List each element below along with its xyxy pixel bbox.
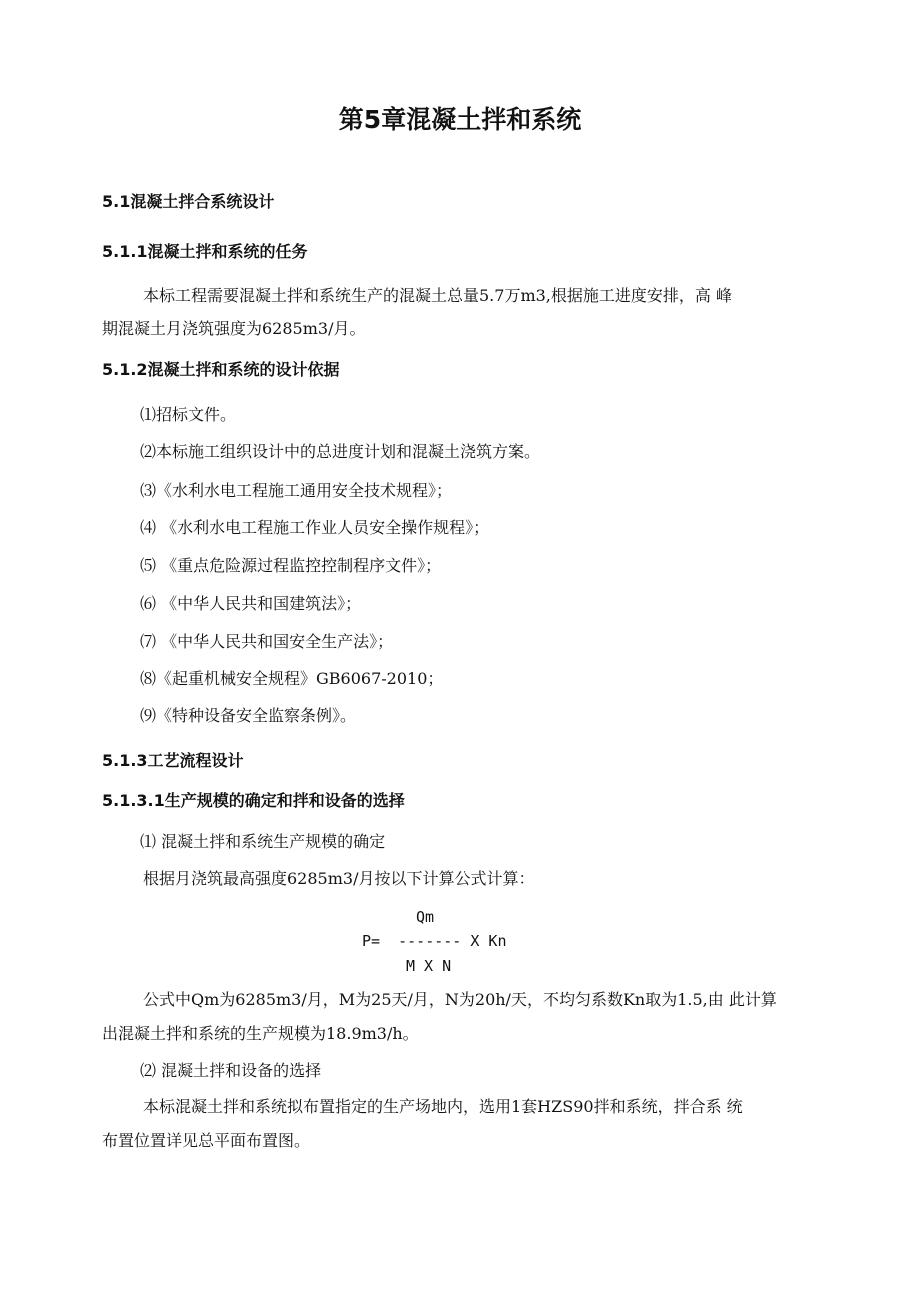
basis-list-item: ⑻《起重机械安全规程》GB6067-2010；	[140, 669, 444, 688]
basis-list-item: ⑶《水利水电工程施工通用安全技术规程》；	[140, 481, 453, 500]
paragraph-selection-line-2: 布置位置详见总平面布置图。	[102, 1131, 311, 1150]
subheading-equipment-selection: ⑵ 混凝土拌和设备的选择	[140, 1061, 322, 1080]
basis-list-item: ⑵本标施工组织设计中的总进度计划和混凝土浇筑方案。	[140, 442, 541, 461]
subheading-production-scale: ⑴ 混凝土拌和系统生产规模的确定	[140, 832, 386, 851]
section-heading-5-1-3-1: 5.1.3.1生产规模的确定和拌和设备的选择	[102, 791, 405, 810]
section-heading-5-1-2: 5.1.2混凝土拌和系统的设计依据	[102, 360, 340, 379]
paragraph-formula-explain-line-2: 出混凝土拌和系统的生产规模为18.9m3/h。	[102, 1024, 419, 1043]
page-title: 第5章混凝土拌和系统	[338, 105, 582, 134]
basis-list-item: ⑸ 《重点危险源过程监控控制程序文件》；	[140, 556, 442, 575]
paragraph-calculation-intro: 根据月浇筑最高强度6285m3/月按以下计算公式计算：	[143, 869, 535, 888]
basis-list-item: ⑹ 《中华人民共和国建筑法》；	[140, 594, 362, 613]
section-heading-5-1-3: 5.1.3工艺流程设计	[102, 751, 244, 770]
basis-list-item: ⑼《特种设备安全监察条例》。	[140, 706, 357, 725]
section-heading-5-1: 5.1混凝土拌合系统设计	[102, 192, 275, 211]
formula-numerator: Qm	[416, 908, 435, 926]
paragraph-formula-explain-line-1: 公式中Qm为6285m3/月，M为25天/月，N为20h/天，不均匀系数Kn取为1.5,由 此计算	[143, 990, 777, 1009]
formula-main-line: P= ------- X Kn	[362, 932, 507, 950]
section-heading-5-1-1: 5.1.1混凝土拌和系统的任务	[102, 242, 308, 261]
basis-list-item: ⑺ 《中华人民共和国安全生产法》；	[140, 632, 394, 651]
basis-list-item: ⑷ 《水利水电工程施工作业人员安全操作规程》；	[140, 518, 490, 537]
paragraph-task-line-1: 本标工程需要混凝土拌和系统生产的混凝土总量5.7万m3,根据施工进度安排，高 峰	[143, 286, 732, 305]
paragraph-selection-line-1: 本标混凝土拌和系统拟布置指定的生产场地内，选用1套HZS90拌和系统，拌合系 统	[143, 1097, 743, 1116]
formula-denominator: M X N	[406, 957, 452, 975]
paragraph-task-line-2: 期混凝土月浇筑强度为6285m3/月。	[102, 319, 366, 338]
basis-list-item: ⑴招标文件。	[140, 405, 237, 424]
